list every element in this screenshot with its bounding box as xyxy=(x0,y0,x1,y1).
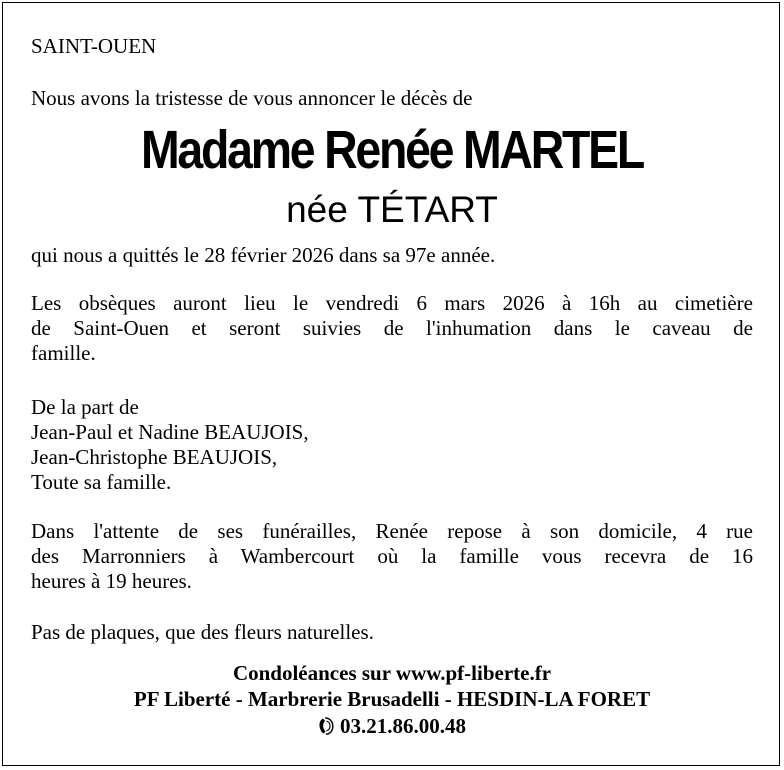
family-list xyxy=(31,395,309,495)
wake-paragraph xyxy=(31,519,753,594)
funeral-line: Les obsèques auront lieu le vendredi 6 mars 2026 à 16h au cimetière xyxy=(31,291,753,315)
intro-text: Nous avons la tristesse de vous annoncer le décès de xyxy=(31,86,473,110)
flowers-note: Pas de plaques, que des fleurs naturelles. xyxy=(31,620,374,644)
funeral-line: de Saint-Ouen et seront suivies de l'inhumation dans le caveau de xyxy=(31,316,753,340)
passing-text: qui nous a quittés le 28 février 2026 dans sa 97e année. xyxy=(31,243,496,267)
funeral-line: famille. xyxy=(31,341,96,365)
obituary-notice xyxy=(2,2,780,766)
location-label: SAINT-OUEN xyxy=(31,34,157,58)
phone-handset-icon xyxy=(318,717,334,735)
family-line: Jean-Christophe BEAUJOIS, xyxy=(31,445,278,469)
phone-line xyxy=(0,714,784,739)
wake-line: Dans l'attente de ses funérailles, Renée repose à son domicile, 4 rue xyxy=(31,519,753,543)
wake-line: heures à 19 heures. xyxy=(31,569,192,593)
deceased-name: Madame Renée MARTEL xyxy=(140,120,643,180)
condolences-line: Condoléances sur www.pf-liberte.fr xyxy=(232,661,552,685)
funeral-home-line: PF Liberté - Marbrerie Brusadelli - HESDIN-LA FORET xyxy=(133,687,651,711)
family-line: Jean-Paul et Nadine BEAUJOIS, xyxy=(31,420,309,444)
family-line: Toute sa famille. xyxy=(31,470,172,494)
phone-number: 03.21.86.00.48 xyxy=(340,714,466,738)
family-line: De la part de xyxy=(31,395,139,419)
maiden-name: née TÉTART xyxy=(286,189,498,230)
wake-line: des Marronniers à Wambercourt où la famille vous recevra de 16 xyxy=(31,544,753,568)
funeral-paragraph xyxy=(31,291,753,366)
